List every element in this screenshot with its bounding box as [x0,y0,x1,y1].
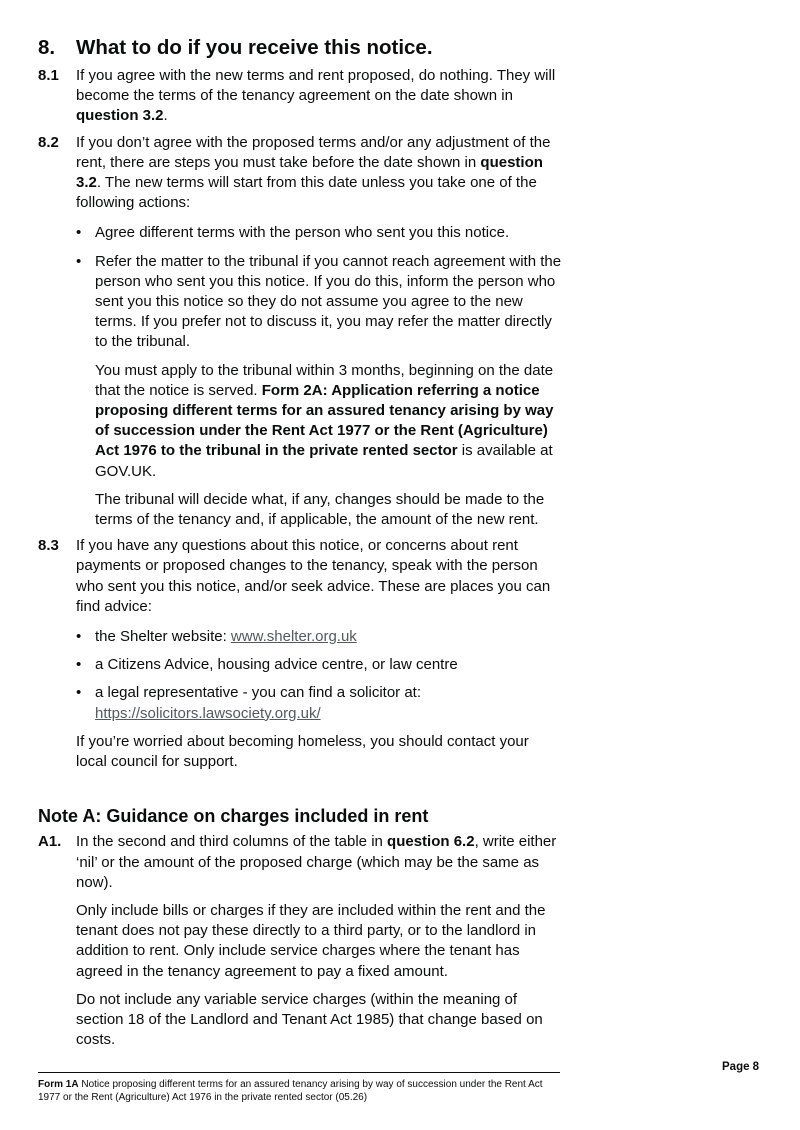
paragraph-8-3 [38,536,562,772]
list-item: • Refer the matter to the tribunal if you cannot reach agreement with the person who sent you this notice. If you do this, inform the person who sent you this notice so they do not assume you agree to the new terms. If you prefer not to discuss it, you may refer the matter directly to the tribunal. [76,252,562,353]
paragraph-number: 8.3 [38,537,59,555]
variable-charges-paragraph: Do not include any variable service charges (within the meaning of section 18 of the Landlord and Tenant Act 1985) that change based on costs. [76,990,543,1049]
list-item: • Agree different terms with the person who sent you this notice. [76,223,562,243]
question-reference: question 3.2 [76,107,164,125]
paragraph-number: 8.2 [38,133,59,151]
apply-paragraph: You must apply to the tribunal within 3 months, beginning on the date that the notice is served. Form 2A: Application referring a notice proposing different terms for an assured tenancy arising by way of succession under the Rent Act 1977 or the Rent (Agriculture) Act 1976 to the tribunal in the private rented sector is available at GOV.UK. [95,361,554,480]
tribunal-paragraph: The tribunal will decide what, if any, changes should be made to the terms of the tenancy and, if applicable, the amount of the new rent. [95,490,545,529]
paragraph-text: If you don’t agree with the proposed terms and/or any adjustment of the rent, there are steps you must take before the date shown in question 3.2. The new terms will start from this date unless you take one of the following actions: [76,133,551,212]
list-item: • a Citizens Advice, housing advice centre, or law centre [76,655,562,675]
paragraph-number: 8.1 [38,67,59,84]
form-2a-name: Form 2A: Application referring a notice proposing different terms for an assured tenancy arising by way of succession under the Rent Act 1977 or the Rent (Agriculture) Act 1976 to the tribunal in the private rented sector [95,381,554,460]
section-title: What to do if you receive this notice. [76,36,433,59]
paragraph-8-2 [38,133,562,531]
actions-list [76,223,562,352]
footer-divider [38,1072,560,1073]
question-reference: question 3.2 [76,153,543,192]
advice-list [76,627,562,724]
bills-paragraph: Only include bills or charges if they are included within the rent and the tenant does not pay these directly to a third party, or to the landlord in addition to rent. Only include service charges where the tenant has agreed in the tenancy agreement to pay a fixed amount. [76,901,546,980]
page-number: Page 8 [722,1061,760,1073]
homeless-paragraph: If you’re worried about becoming homeless, you should contact your local council for support. [76,732,529,771]
section-8-heading [38,34,562,62]
list-item: • a legal representative - you can find a solicitor at: https://solicitors.lawsociety.org.uk/ [76,683,562,723]
paragraph-text: If you have any questions about this notice, or concerns about rent payments or proposed changes to the tenancy, speak with the person who sent you this notice, and/or seek advice. These are places you can find advice: [76,537,551,615]
section-number: 8. [38,36,56,59]
paragraph-8-1 [38,66,562,127]
paragraph-text: In the second and third columns of the table in question 6.2, write either ‘nil’ or the amount of the proposed charge (which may be the same as now). [76,833,557,891]
paragraph-a1 [38,832,562,1050]
note-a-heading: Note A: Guidance on charges included in rent [38,806,429,827]
shelter-link[interactable]: www.shelter.org.uk [230,628,357,646]
page-content [38,34,562,1056]
list-item: • the Shelter website: www.shelter.org.uk [76,627,562,647]
question-reference: question 6.2 [387,833,475,851]
paragraph-text: If you agree with the new terms and rent proposed, do nothing. They will become the terms of the tenancy agreement on the date shown in question 3.2. [76,67,556,125]
footer-form-label: Form 1A [38,1079,79,1090]
law-society-link[interactable]: https://solicitors.lawsociety.org.uk/ [95,704,321,722]
footer-form-description: Form 1A Notice proposing different terms for an assured tenancy arising by way of succession under the Rent Act 1977 or the Rent (Agriculture) Act 1976 in the private rented sector (05.26) [38,1079,543,1103]
paragraph-number: A1. [38,833,62,851]
